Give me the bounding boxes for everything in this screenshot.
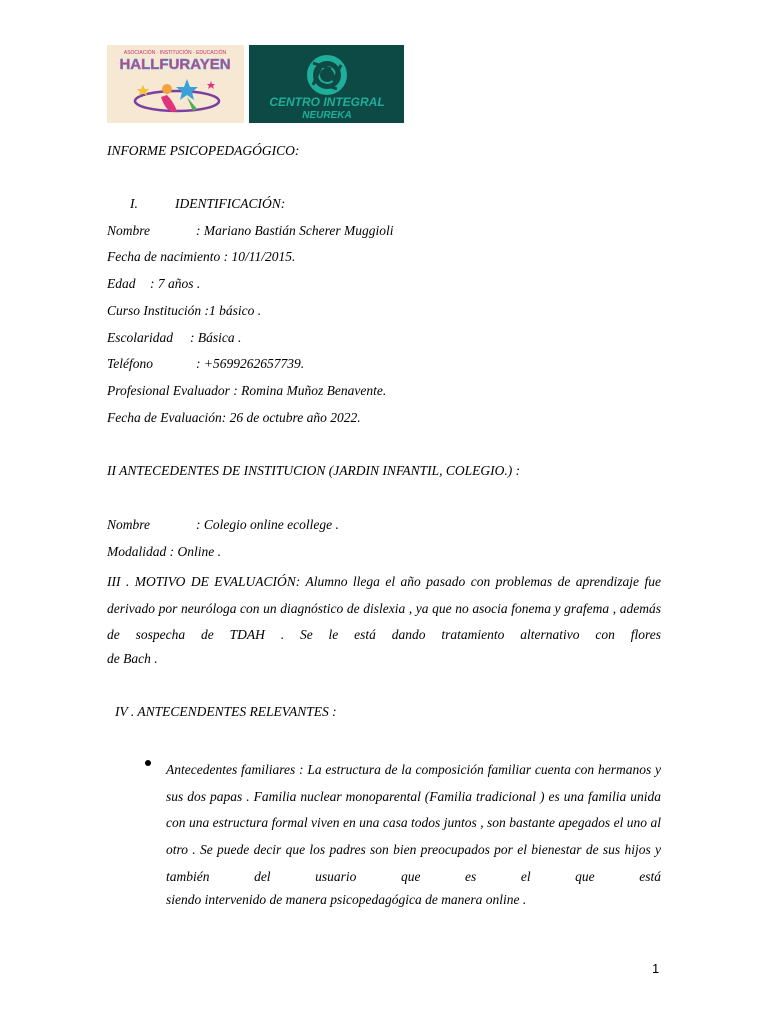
bullet-icon xyxy=(145,760,151,766)
hallfurayen-logo xyxy=(107,45,244,123)
inst-nombre-label: Nombre xyxy=(107,517,150,532)
svg-text:HALLFURAYEN: HALLFURAYEN xyxy=(119,56,231,73)
report-title: INFORME PSICOPEDAGÓGICO: xyxy=(107,143,300,158)
page-number: 1 xyxy=(652,961,660,976)
section-3-paragraph: III . MOTIVO DE EVALUACIÓN: Alumno llega el año pasado con problemas de aprendizaje fue derivado por neuróloga con un diagnóstico de dislexia , ya que no asocia fonema y grafema , además de sospecha de TDAH . Se le está dando tratamiento alternativo con flores xyxy=(107,574,661,643)
field-curso: Curso Institución :1 básico . xyxy=(107,303,262,318)
neureka-logo-graphic xyxy=(249,45,404,123)
field-edad-value: : 7 años . xyxy=(150,276,201,291)
svg-text:ASOCIACIÓN · INSTITUCIÓN · EDU: ASOCIACIÓN · INSTITUCIÓN · EDUCACIÓN xyxy=(123,50,227,56)
field-escolaridad-value: : Básica . xyxy=(190,330,242,345)
section-1-number: I. xyxy=(130,196,138,211)
section-3-last-line: de Bach . xyxy=(107,651,158,666)
section-2-heading: II ANTECEDENTES DE INSTITUCION (JARDIN INFANTIL, COLEGIO.) : xyxy=(107,463,521,478)
antecedentes-familiares-last-line: siendo intervenido de manera psicopedagógica de manera online . xyxy=(166,892,527,907)
field-fecha-nacimiento: Fecha de nacimiento : 10/11/2015. xyxy=(107,249,296,264)
svg-text:NEUREKA: NEUREKA xyxy=(302,110,352,121)
field-escolaridad-label: Escolaridad xyxy=(107,330,173,345)
field-profesional: Profesional Evaluador : Romina Muñoz Benavente. xyxy=(107,383,387,398)
svg-text:CENTRO INTEGRAL: CENTRO INTEGRAL xyxy=(269,95,385,109)
field-edad-label: Edad xyxy=(107,276,136,291)
field-telefono-value: : +5699262657739. xyxy=(196,356,305,371)
hallfurayen-logo-graphic xyxy=(107,45,244,123)
field-nombre-label: Nombre xyxy=(107,223,150,238)
neureka-logo xyxy=(249,45,404,123)
field-fecha-evaluacion: Fecha de Evaluación: 26 de octubre año 2022. xyxy=(107,410,361,425)
inst-nombre-value: : Colegio online ecollege . xyxy=(196,517,339,532)
section-1-heading: IDENTIFICACIÓN: xyxy=(175,196,286,211)
field-telefono-label: Teléfono xyxy=(107,356,154,371)
field-nombre-value: : Mariano Bastián Scherer Muggioli xyxy=(196,223,394,238)
section-4-heading: IV . ANTECENDENTES RELEVANTES : xyxy=(115,704,337,719)
antecedentes-familiares-paragraph: Antecedentes familiares : La estructura de la composición familiar cuenta con hermanos y sus dos papas . Familia nuclear monoparental (Familia tradicional ) es una familia unida con una estructura formal viven en una casa todos juntos , son bastante apegados el uno al otro . Se puede decir que los padres son bien preocupados por el bienestar de sus hijos y también del usuario que es el que está xyxy=(166,762,661,884)
inst-modalidad: Modalidad : Online . xyxy=(107,544,221,559)
